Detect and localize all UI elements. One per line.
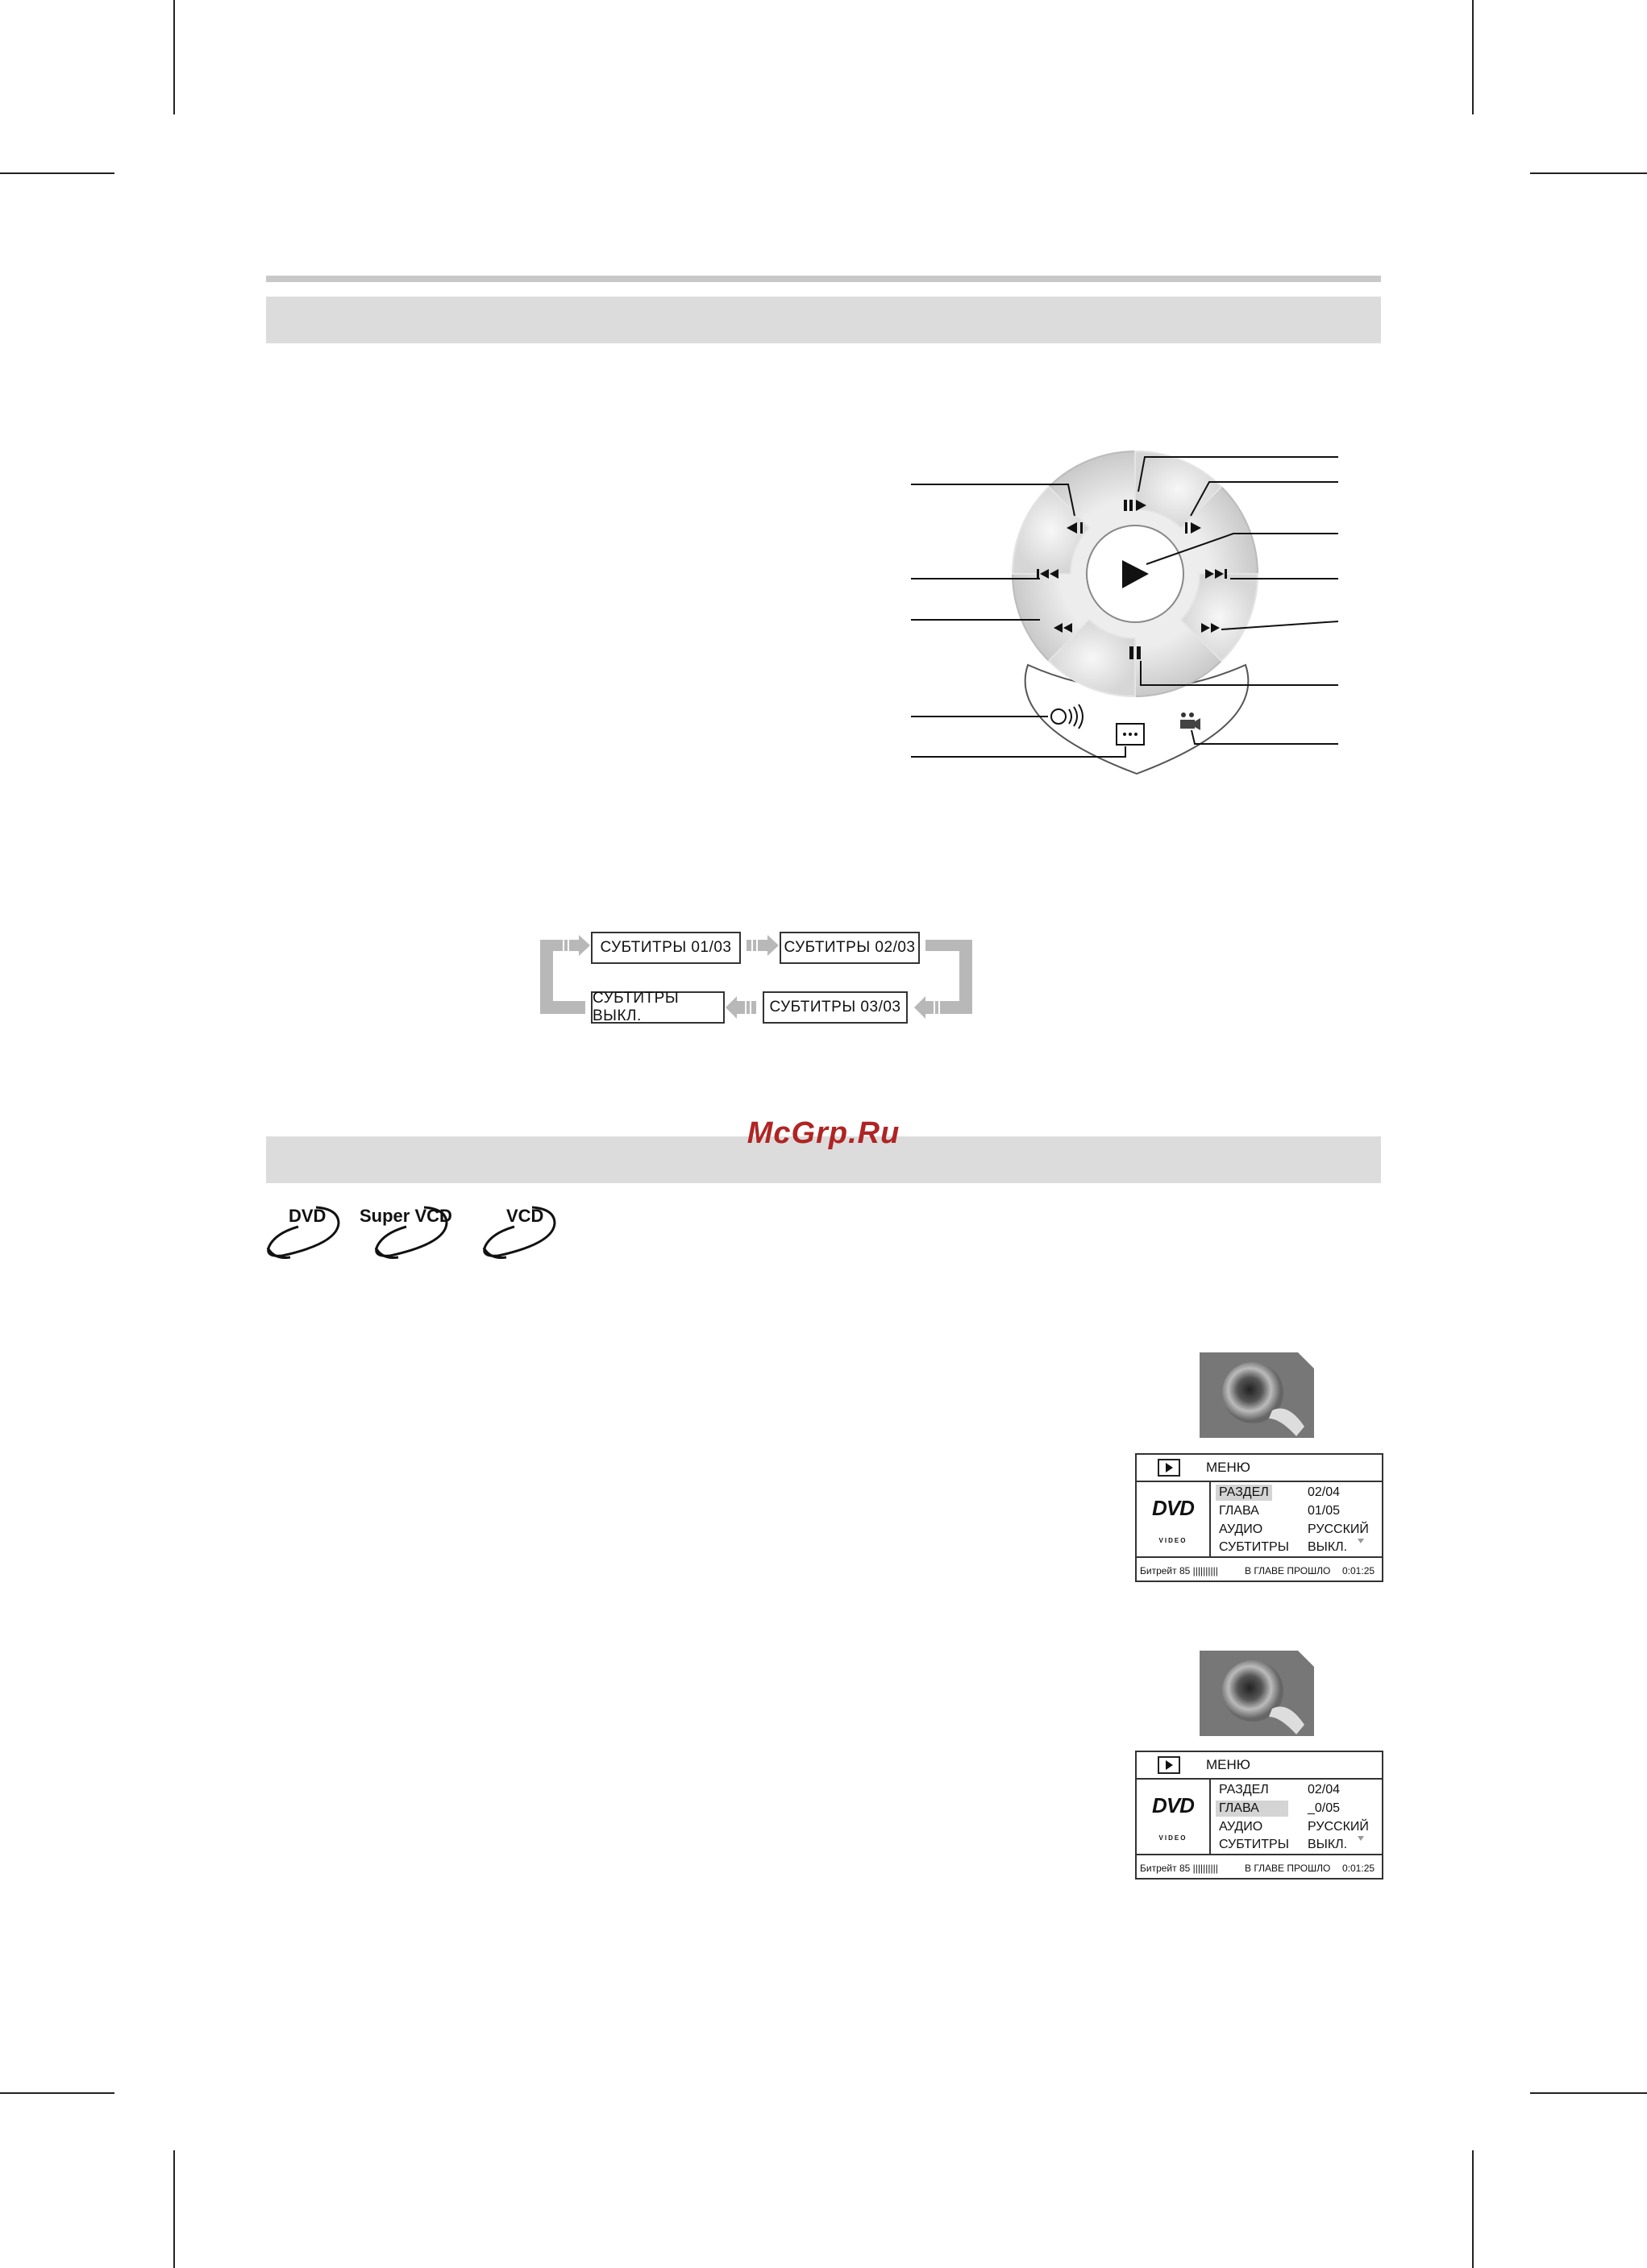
osd-row-value: ВЫКЛ. [1308, 1540, 1348, 1554]
osd-row-label[interactable]: СУБТИТРЫ [1219, 1838, 1289, 1851]
disc-label-dvd: DVD [289, 1206, 326, 1226]
scroll-down-icon[interactable] [1358, 1539, 1364, 1543]
crop-mark [1472, 2150, 1474, 2268]
video-thumbnail [1200, 1346, 1321, 1443]
osd-footer [1137, 1556, 1382, 1582]
osd-row-label[interactable]: РАЗДЕЛ [1216, 1485, 1272, 1501]
osd-row-label[interactable]: ГЛАВА [1219, 1504, 1259, 1518]
subtitle-box-01: СУБТИТРЫ 01/03 [591, 932, 741, 964]
osd-row-value: РУССКИЙ [1308, 1522, 1369, 1536]
subtitle-box-02: СУБТИТРЫ 02/03 [780, 932, 920, 964]
crop-mark [1530, 2092, 1647, 2094]
osd-menu-panel [1135, 1751, 1383, 1880]
osd-elapsed-label: В ГЛАВЕ ПРОШЛО [1245, 1863, 1331, 1874]
osd-row-label[interactable]: АУДИО [1219, 1522, 1263, 1536]
crop-mark [1530, 172, 1647, 174]
crop-mark [1472, 0, 1474, 114]
osd-header [1137, 1752, 1382, 1780]
video-thumbnail [1200, 1644, 1321, 1741]
play-icon [1158, 1756, 1180, 1774]
subtitle-icon[interactable] [1117, 724, 1144, 745]
dvd-logo-text: DVD [1152, 1793, 1194, 1817]
osd-row-value: 02/04 [1308, 1485, 1341, 1499]
osd-row-value: _0/05 [1308, 1801, 1341, 1815]
remote-control-diagram [911, 435, 1346, 790]
osd-bitrate: Битрейт 85 |||||||||| [1140, 1565, 1218, 1576]
dvd-video-logo [1137, 1482, 1211, 1556]
osd-menu-title: МЕНЮ [1206, 1460, 1250, 1475]
header-rule [266, 276, 1381, 282]
disc-label-vcd: VCD [506, 1206, 544, 1226]
osd-row-label[interactable]: ГЛАВА [1216, 1801, 1288, 1817]
crop-mark [173, 0, 175, 114]
osd-menu-panel [1135, 1453, 1383, 1582]
osd-menu-title: МЕНЮ [1206, 1757, 1250, 1772]
play-icon [1158, 1459, 1180, 1477]
osd-row-value: РУССКИЙ [1308, 1820, 1369, 1834]
crop-mark [173, 2150, 175, 2268]
osd-row-value: 02/04 [1308, 1783, 1341, 1797]
dvd-logo-sub: VIDEO [1158, 1834, 1187, 1842]
watermark: McGrp.Ru [747, 1116, 900, 1150]
dvd-logo-sub: VIDEO [1158, 1537, 1187, 1544]
osd-row-value: 01/05 [1308, 1504, 1341, 1518]
osd-row-label[interactable]: РАЗДЕЛ [1219, 1783, 1269, 1797]
osd-elapsed-time: 0:01:25 [1342, 1565, 1375, 1576]
subtitle-box-off: СУБТИТРЫ ВЫКЛ. [591, 991, 725, 1024]
subtitle-box-03: СУБТИТРЫ 03/03 [763, 991, 908, 1024]
osd-elapsed-time: 0:01:25 [1342, 1863, 1375, 1874]
dvd-logo-text: DVD [1152, 1496, 1194, 1520]
crop-mark [0, 172, 114, 174]
section-band-subtitles [266, 297, 1381, 343]
osd-bitrate: Битрейт 85 |||||||||| [1140, 1863, 1218, 1874]
osd-elapsed-label: В ГЛАВЕ ПРОШЛО [1245, 1565, 1331, 1576]
osd-header [1137, 1455, 1382, 1482]
osd-row-label[interactable]: СУБТИТРЫ [1219, 1540, 1289, 1554]
osd-row-value: ВЫКЛ. [1308, 1838, 1348, 1851]
disc-label-svcd: Super VCD [360, 1206, 452, 1226]
osd-footer [1137, 1854, 1382, 1880]
crop-mark [0, 2092, 114, 2094]
osd-row-label[interactable]: АУДИО [1219, 1820, 1263, 1834]
dvd-video-logo [1137, 1780, 1211, 1854]
scroll-down-icon[interactable] [1358, 1836, 1364, 1841]
